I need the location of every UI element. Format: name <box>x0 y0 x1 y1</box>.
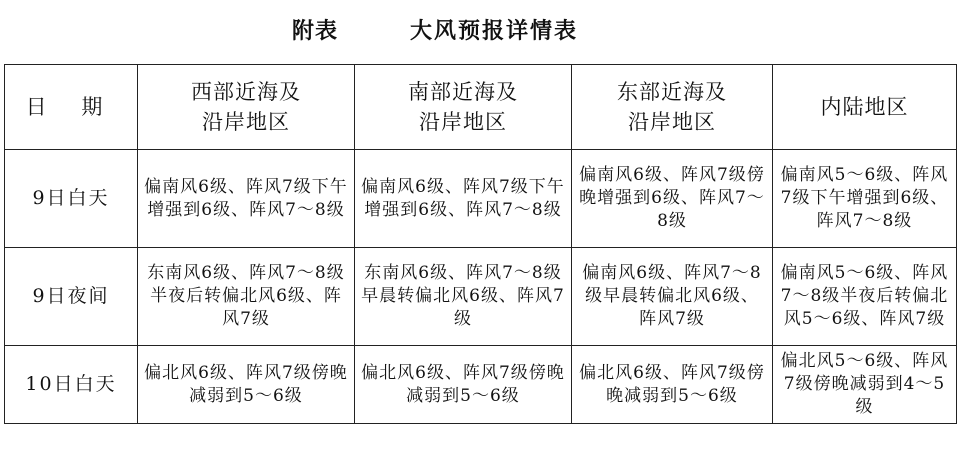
header-east <box>572 65 773 150</box>
table-row <box>5 248 957 346</box>
header-east-line-2: 沿岸地区 <box>628 110 716 134</box>
cell-east <box>572 248 773 346</box>
cell-inland <box>773 346 957 424</box>
row-date: 10日白天 <box>5 346 138 424</box>
header-west-line-2: 沿岸地区 <box>202 110 290 134</box>
cell-west <box>138 346 355 424</box>
cell-text: 偏北风5～6级、阵风7级傍晚减弱到4～5级 <box>780 351 949 417</box>
cell-south <box>355 346 572 424</box>
row-date: 9日白天 <box>5 150 138 248</box>
cell-text: 偏南风6级、阵风7级下午增强到6级、阵风7～8级 <box>144 176 348 220</box>
header-west-line-1: 西部近海及 <box>191 80 301 104</box>
cell-text: 偏南风6级、阵风7级下午增强到6级、阵风7～8级 <box>361 176 565 220</box>
title-main: 大风预报详情表 <box>410 19 579 44</box>
cell-text: 偏南风6级、阵风7级傍晚增强到6级、阵风7～8级 <box>579 165 765 231</box>
header-date: 日 期 <box>5 65 138 150</box>
cell-text: 东南风6级、阵风7～8级半夜后转偏北风6级、阵风7级 <box>147 263 345 329</box>
cell-east <box>572 346 773 424</box>
header-south-line-2: 沿岸地区 <box>419 110 507 134</box>
table-header-row <box>5 65 957 150</box>
cell-text: 东南风6级、阵风7～8级早晨转偏北风6级、阵风7级 <box>361 263 565 329</box>
cell-text: 偏南风5～6级、阵风7～8级半夜后转偏北风5～6级、阵风7级 <box>780 263 949 329</box>
cell-east <box>572 150 773 248</box>
row-date: 9日夜间 <box>5 248 138 346</box>
cell-text: 偏南风6级、阵风7～8级早晨转偏北风6级、阵风7级 <box>582 263 762 329</box>
header-east-line-1: 东部近海及 <box>617 80 727 104</box>
cell-inland <box>773 248 957 346</box>
cell-south <box>355 248 572 346</box>
header-south <box>355 65 572 150</box>
document-title <box>0 10 960 50</box>
header-west <box>138 65 355 150</box>
cell-west <box>138 248 355 346</box>
cell-text: 偏北风6级、阵风7级傍晚减弱到5～6级 <box>361 362 565 406</box>
title-prefix: 附表 <box>292 19 339 44</box>
header-inland: 内陆地区 <box>773 65 957 150</box>
cell-text: 偏北风6级、阵风7级傍晚减弱到5～6级 <box>144 362 348 406</box>
cell-inland <box>773 150 957 248</box>
table-row <box>5 150 957 248</box>
cell-text: 偏南风5～6级、阵风7级下午增强到6级、阵风7～8级 <box>780 165 949 231</box>
cell-west <box>138 150 355 248</box>
header-south-line-1: 南部近海及 <box>408 80 518 104</box>
cell-south <box>355 150 572 248</box>
table-row <box>5 346 957 424</box>
wind-forecast-table <box>4 64 957 424</box>
cell-text: 偏北风6级、阵风7级傍晚减弱到5～6级 <box>579 362 765 406</box>
